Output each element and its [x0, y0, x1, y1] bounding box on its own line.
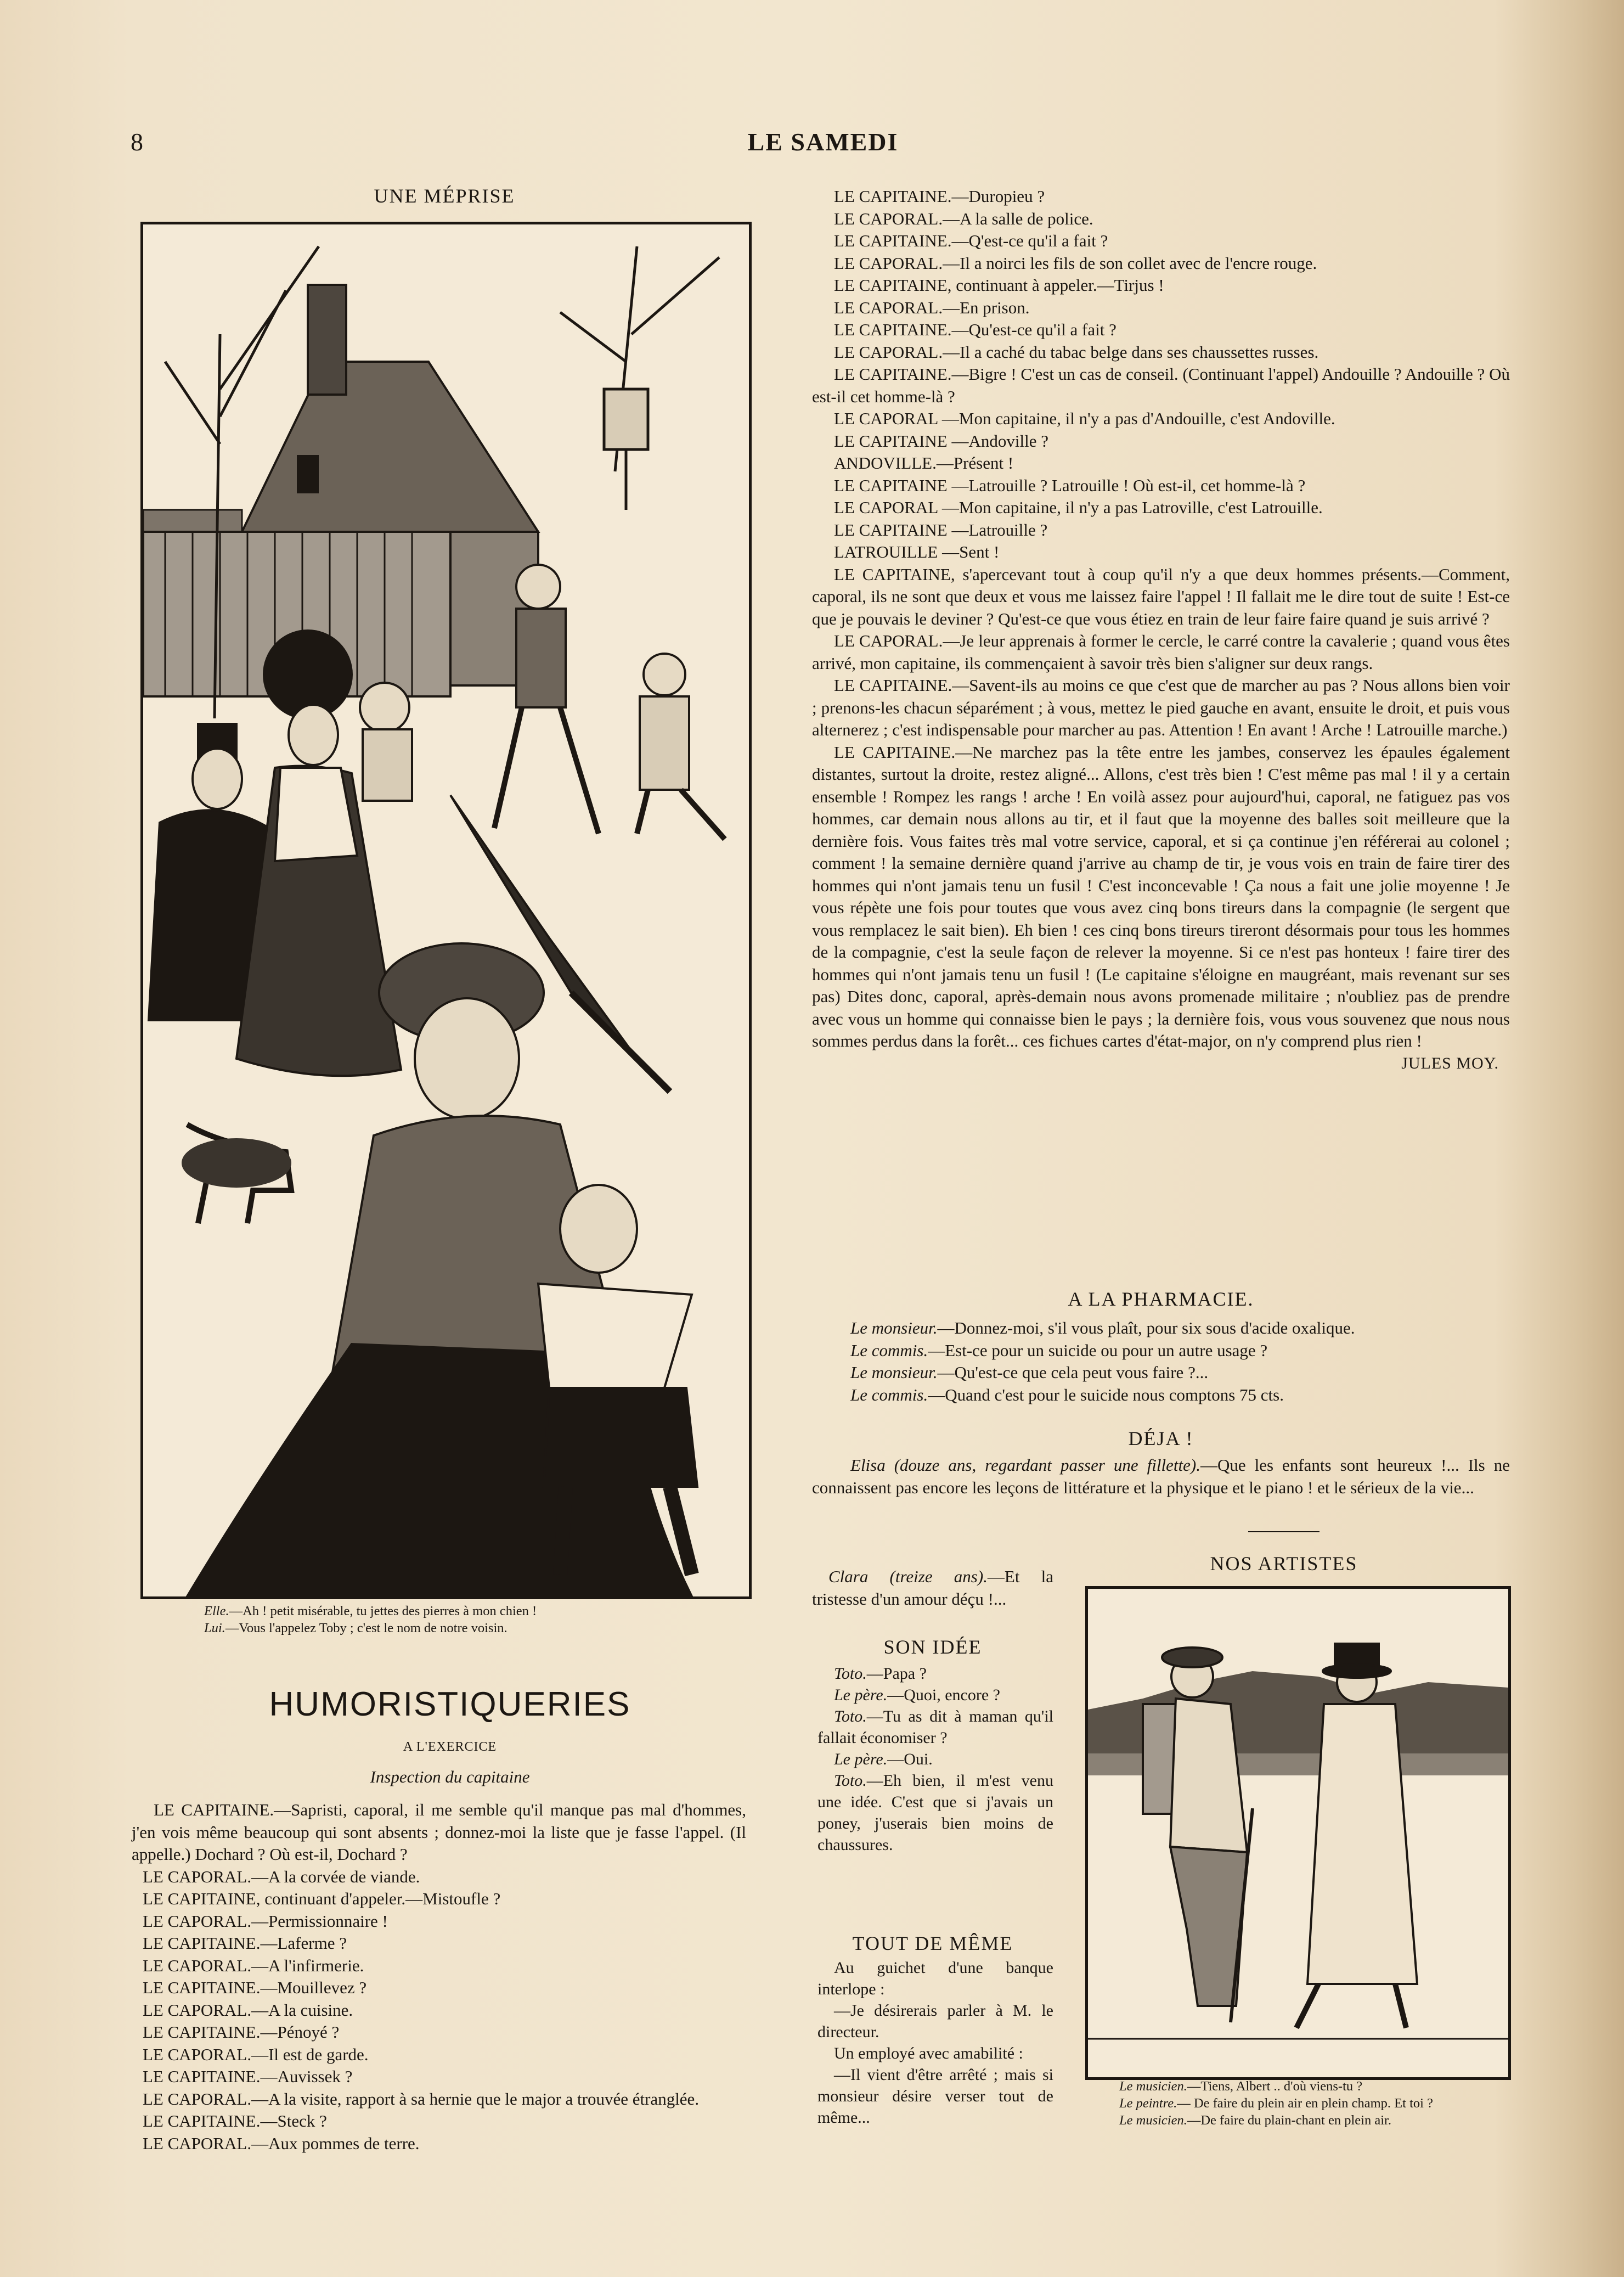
dialogue-paragraph: LE CAPITAINE.—Savent-ils au moins ce que c'est que de marcher au pas ? Nous allons bien voir ; prenons-les chacun séparément ; à vous, mettez le pied gauche en avant, ensuite le droit, et puis vous alternerez ; c'est indispensable pour marcher au pas. Attention ! En avant ! Arche ! Latrouille marche.) [812, 676, 1510, 739]
dialogue-line: LE CAPITAINE.—Mouillevez ? [143, 1978, 367, 1997]
son-idee-text [817, 1663, 1053, 1856]
dialogue-line: LE CAPITAINE, continuant à appeler.—Tirjus ! [834, 276, 1164, 295]
tout-de-meme-title: TOUT DE MÊME [852, 1932, 1013, 1954]
divider [1248, 1531, 1319, 1532]
dialogue-line: LE CAPITAINE.—Q'est-ce qu'il a fait ? [834, 231, 1108, 250]
humor-dialogue [132, 1799, 746, 2155]
dialogue-text: —Oui. [887, 1750, 933, 1768]
dialogue-line: LE CAPORAL.—A la visite, rapport à sa hernie que le major a trouvée étranglée. [143, 2089, 700, 2109]
deja-reply [812, 1566, 1053, 1610]
dialogue-line: LE CAPITAINE.—Steck ? [143, 2111, 327, 2130]
section-subsubtitle: Inspection du capitaine [370, 1767, 530, 1786]
paragraph: —Je désirerais parler à M. le directeur. [817, 2001, 1053, 2041]
speaker: Le père. [834, 1750, 888, 1768]
caption-text: —Vous l'appelez Toby ; c'est le nom de notre voisin. [225, 1621, 507, 1635]
dialogue-line: LE CAPITAINE.—Qu'est-ce qu'il a fait ? [834, 320, 1116, 339]
speaker: Toto. [834, 1772, 867, 1790]
cartoon-illustration [140, 222, 752, 1599]
dialogue-line: LE CAPITAINE.—Laferme ? [143, 1933, 347, 1953]
dialogue-line: LE CAPORAL.—A la cuisine. [143, 2000, 353, 2020]
dialogue-line: LE CAPITAINE.—Duropieu ? [834, 187, 1045, 206]
dialogue-line: LE CAPITAINE —Latrouille ? Latrouille ! Où est-il, cet homme-là ? [834, 475, 1306, 495]
caption-speaker: Lui. [204, 1621, 225, 1635]
son-idee-title: SON IDÉE [883, 1636, 982, 1658]
section-subtitle: A L'EXERCICE [403, 1740, 497, 1754]
dialogue-line: LE CAPORAL.—Il a noirci les fils de son collet avec de l'encre rouge. [834, 253, 1317, 273]
caption-speaker: Le musicien. [1119, 2079, 1187, 2094]
dialogue-text: —Papa ? [866, 1665, 927, 1683]
cartoon-caption [204, 1603, 753, 1637]
dialogue-text: —Quand c'est pour le suicide nous comptons 75 cts. [928, 1385, 1284, 1404]
caption-speaker: Le musicien. [1119, 2113, 1187, 2128]
dialogue-line: LE CAPITAINE.—Pénoyé ? [143, 2022, 340, 2042]
artists-illustration [1085, 1586, 1511, 2080]
cartoon-title: UNE MÉPRISE [374, 185, 515, 207]
speaker: Le monsieur. [850, 1363, 938, 1382]
dialogue-paragraph: LE CAPITAINE.—Sapristi, caporal, il me semble qu'il manque pas mal d'hommes, j'en vois même beaucoup qui sont absents ; donnez-moi la liste que je fasse l'appel. (Il appelle.) Dochard ? Où est-il, Dochard ? [132, 1800, 746, 1864]
caption-text: —De faire du plain-chant en plein air. [1187, 2113, 1391, 2128]
dialogue-line: LE CAPORAL.—Il est de garde. [143, 2044, 369, 2064]
caption-text: — De faire du plein air en plein champ. Et toi ? [1177, 2096, 1433, 2111]
speaker: Le monsieur. [850, 1318, 938, 1337]
speaker: Le commis. [850, 1340, 928, 1360]
speaker: Clara (treize ans). [828, 1567, 988, 1586]
dialogue-text: —Que les enfants sont heureux !... Ils ne connaissent pas encore les leçons de littérature et la physique et le piano ! et le sérieux de la vie... [812, 1455, 1510, 1497]
dialogue-line: LE CAPITAINE —Latrouille ? [834, 520, 1048, 539]
deja-title: DÉJA ! [1128, 1427, 1194, 1449]
dialogue-line: LE CAPORAL —Mon capitaine, il n'y a pas d'Andouille, c'est Andoville. [834, 409, 1335, 428]
dialogue-text: —Eh bien, il m'est venu une idée. C'est que si j'avais un poney, j'userais bien moins de chaussures. [817, 1772, 1053, 1854]
section-title: HUMORISTIQUERIES [269, 1685, 631, 1723]
pharmacie-title: A LA PHARMACIE. [1068, 1288, 1254, 1310]
caption-speaker: Elle. [204, 1604, 229, 1618]
dialogue-paragraph: LE CAPITAINE, s'apercevant tout à coup qu'il n'y a que deux hommes présents.—Comment, caporal, ils ne sont que deux et vous me laissez faire l'appel ! Il fallait me le dire tout de suite ! Est-ce que je pouvais le deviner ? Qu'est-ce que vous étiez en train de leur faire faire quand je suis arrivé ? [812, 564, 1510, 628]
paragraph: Au guichet d'une banque interlope : [817, 1959, 1053, 1998]
page-number: 8 [131, 128, 143, 156]
dialogue-line: LE CAPORAL.—Aux pommes de terre. [143, 2133, 420, 2153]
tout-de-meme-text [817, 1957, 1053, 2128]
caption-text: —Tiens, Albert .. d'où viens-tu ? [1187, 2079, 1363, 2094]
pharmacie-text [812, 1317, 1510, 1406]
dialogue-text: —Est-ce pour un suicide ou pour un autre usage ? [928, 1340, 1268, 1360]
paragraph: —Il vient d'être arrêté ; mais si monsieur désire verser tout de même... [817, 2066, 1053, 2127]
dialogue-text: —Quoi, encore ? [887, 1686, 1000, 1704]
dialogue-text: —Donnez-moi, s'il vous plaît, pour six sous d'acide oxalique. [937, 1318, 1355, 1337]
nos-artistes-title: NOS ARTISTES [1210, 1553, 1358, 1575]
speaker: Toto. [834, 1707, 867, 1725]
dialogue-line: LATROUILLE —Sent ! [834, 542, 1000, 561]
caption-text: —Ah ! petit misérable, tu jettes des pierres à mon chien ! [229, 1604, 537, 1618]
dialogue-line: LE CAPORAL.—A la corvée de viande. [143, 1866, 420, 1886]
speaker: Elisa (douze ans, regardant passer une fillette). [850, 1455, 1200, 1475]
speaker: Le commis. [850, 1385, 928, 1404]
artists-drawing [1088, 1589, 1508, 2077]
dialogue-line: LE CAPORAL.—En prison. [834, 297, 1030, 317]
dialogue-line: LE CAPORAL.—Permissionnaire ! [143, 1911, 388, 1931]
dialogue-paragraph: LE CAPORAL.—Je leur apprenais à former le cercle, le carré contre la cavalerie ; quand vous êtes arrivé, mon capitaine, ils commençaient à savoir très bien s'aligner sur deux rangs. [812, 631, 1510, 673]
dialogue-line: LE CAPORAL.—Il a caché du tabac belge dans ses chaussettes russes. [834, 342, 1319, 362]
paragraph: Un employé avec amabilité : [834, 2044, 1023, 2062]
dialogue-paragraph: LE CAPITAINE.—Ne marchez pas la tête entre les jambes, conservez les épaules également distantes, surtout la droite, restez aligné... Allons, c'est très bien ! C'est même pas mal ! il y a certain ensemble ! Rompez les rangs ! arche ! En voilà assez pour aujourd'hui, caporal, ne fatiguez pas vos hommes, car demain nous allons au tir, et il faut que la moyenne des balles soit meilleure que la dernière fois. Vous faites très mal votre service, caporal, et si ça continue j'en référerai au colonel ; comment ! la semaine dernière quand j'arrive au champ de tir, je vous vois en train de faire tirer des hommes qui n'ont jamais tenu un fusil ! C'est inconcevable ! Ça nous a fait une jolie moyenne ! Je vous répète une fois pour toutes que vous avez cinq bons tireurs dans la compagnie (le sergent que vous remplacez le sait bien). Eh bien ! ces cinq bons tireurs tireront désormais pour tous les hommes de la compagnie, c'est la seule façon de relever la moyenne. Si ce n'est pas honteux ! faire tirer des hommes qui n'ont jamais tenu un fusil ! (Le capitaine s'éloigne en maugréant, mais revenant sur ses pas) Dites donc, caporal, après-demain nous avons promenade militaire ; n'oubliez pas de prendre avec vous un homme qui connaisse bien le pays ; la dernière fois, vous vous souvenez que nous nous sommes perdus dans la forêt... ces fichues cartes d'état-major, on n'y comprend plus rien ! [812, 742, 1510, 1050]
author-signature: JULES MOY. [1401, 1054, 1499, 1072]
dialogue-line: LE CAPITAINE —Andoville ? [834, 431, 1048, 451]
dialogue-line: LE CAPORAL —Mon capitaine, il n'y a pas Latroville, c'est Latrouille. [834, 498, 1323, 517]
dialogue-line: ANDOVILLE.—Présent ! [834, 453, 1014, 473]
dialogue-text: —Et la tristesse d'un amour déçu !... [812, 1567, 1053, 1609]
dialogue-text: —Tu as dit à maman qu'il fallait économiser ? [817, 1707, 1053, 1747]
dialogue-line: LE CAPORAL.—A l'infirmerie. [143, 1955, 364, 1975]
caption-speaker: Le peintre. [1119, 2096, 1177, 2111]
speaker: Toto. [834, 1665, 867, 1683]
dialogue-line: LE CAPITAINE.—Bigre ! C'est un cas de conseil. (Continuant l'appel) Andouille ? Andouille ? Où est-il cet homme-là ? [812, 364, 1510, 406]
dialogue-line: LE CAPITAINE, continuant d'appeler.—Mistoufle ? [143, 1889, 501, 1908]
artists-caption [1092, 2078, 1509, 2129]
dialogue-line: LE CAPORAL.—A la salle de police. [834, 209, 1093, 228]
street-scene-drawing [143, 224, 749, 1596]
deja-text [812, 1454, 1510, 1499]
dialogue-line: LE CAPITAINE.—Auvissek ? [143, 2067, 353, 2086]
dialogue-text: —Qu'est-ce que cela peut vous faire ?... [937, 1363, 1209, 1382]
right-dialogue [812, 185, 1510, 1075]
speaker: Le père. [834, 1686, 888, 1704]
running-title: LE SAMEDI [747, 128, 899, 156]
